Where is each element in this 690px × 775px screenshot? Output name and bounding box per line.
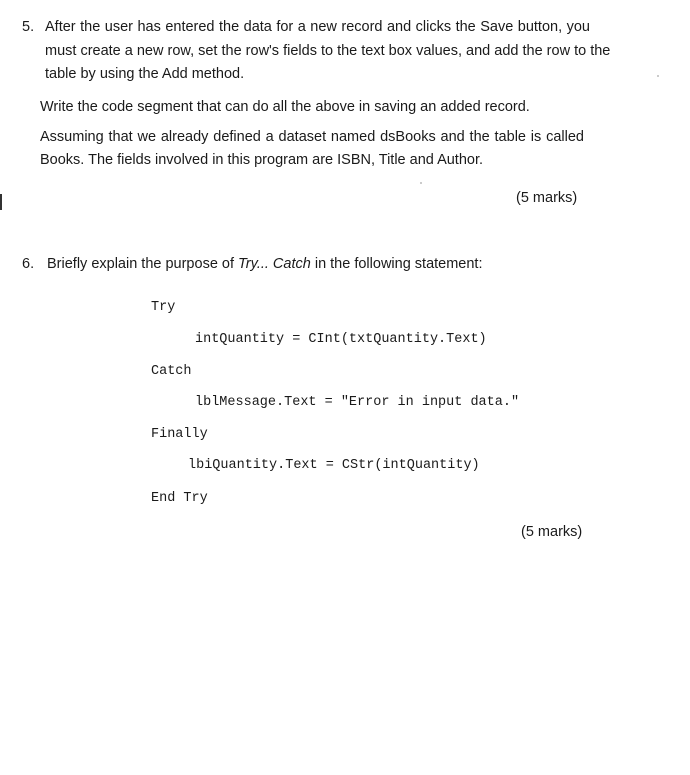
scan-edge-mark [0,194,2,210]
question-6-marks: (5 marks) [521,524,583,540]
code-finally: Finally [151,427,208,442]
code-catch: Catch [151,364,192,379]
question-5-line-3: table by using the Add method. [45,66,245,82]
question-6-prompt-after: in the following statement: [310,256,483,272]
code-output-quantity: lbiQuantity.Text = CStr(intQuantity) [188,458,480,473]
question-5-assumption-line-1: Assuming that we already defined a dataset named dsBooks and the table is called [40,129,584,145]
question-5-assumption-line-2: Books. The fields involved in this program are ISBN, Title and Author. [40,152,484,168]
question-6-number: 6. [22,256,35,272]
question-5-line-2: must create a new row, set the row's fields to the text box values, and add the row to the [45,43,611,59]
code-assign-quantity: intQuantity = CInt(txtQuantity.Text) [195,332,487,347]
code-error-message: lblMessage.Text = "Error in input data." [195,395,520,410]
question-6-prompt-italic: Try... Catch [238,256,311,272]
code-end-try: End Try [151,491,208,506]
code-try: Try [151,300,176,315]
scan-speck [420,182,422,184]
question-6-prompt [47,253,483,276]
question-5-instruction: Write the code segment that can do all the above in saving an added record. [40,99,530,115]
question-5-number: 5. [22,19,35,35]
question-5-line-1: After the user has entered the data for a new record and clicks the Save button, you [45,19,590,35]
question-6-prompt-before: Briefly explain the purpose of [47,256,239,272]
scan-speck [657,75,659,77]
question-5-marks: (5 marks) [516,190,578,206]
